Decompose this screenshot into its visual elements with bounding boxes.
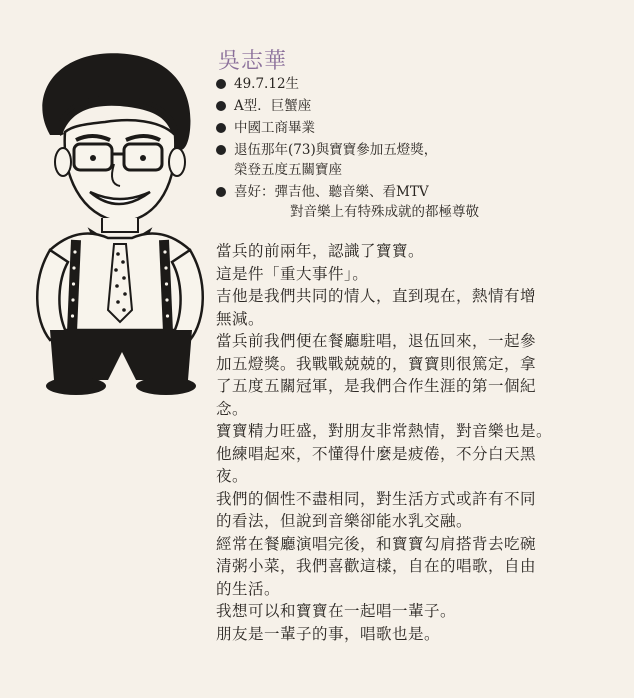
story-line: 念。	[216, 399, 249, 418]
bullet-icon	[216, 145, 226, 155]
profile-birthdate: 49.7.12生	[234, 76, 300, 92]
profile-item	[216, 140, 616, 180]
story-line: 這是件「重大事件」。	[216, 264, 369, 283]
story-line: 朋友是一輩子的事，唱歌也是。	[216, 624, 441, 643]
story-line: 當兵的前兩年，認識了寶寶。	[216, 242, 425, 260]
story-line: 當兵前我們便在餐廳駐唱，退伍回來，一起參	[216, 332, 537, 350]
profile-item	[216, 96, 616, 116]
profile-item	[216, 74, 616, 94]
story-line: 寶寶精力旺盛，對朋友非常熱情，對音樂也是。	[216, 422, 553, 440]
story-line: 經常在餐廳演唱完後，和寶寶勾肩搭背去吃碗	[216, 534, 537, 553]
profile-item	[216, 182, 616, 222]
story-line: 吉他是我們共同的情人，直到現在，熱情有增	[216, 287, 537, 305]
profile-blood-zodiac: A型．巨蟹座	[234, 98, 312, 114]
profile-award-detail: 榮登五度五關寶座	[234, 162, 342, 178]
story-line: 的看法，但說到音樂卻能水乳交融。	[216, 512, 473, 530]
profile-list	[216, 74, 616, 224]
profile-award: 退伍那年(73)與寶寶參加五燈獎，	[234, 142, 438, 158]
person-name: 吳志華	[218, 49, 288, 74]
story-line: 夜。	[216, 467, 249, 485]
story-line: 我們的個性不盡相同，對生活方式或許有不同	[216, 489, 537, 508]
bullet-icon	[216, 101, 226, 111]
bullet-icon	[216, 123, 226, 133]
story-line: 無減。	[216, 309, 265, 328]
profile-hobbies: 喜好：彈吉他、聽音樂、看MTV	[234, 184, 429, 200]
story-line: 了五度五關冠軍，是我們合作生涯的第一個紀	[216, 377, 537, 395]
story-text	[216, 240, 622, 645]
story-line: 他練唱起來，不懂得什麼是疲倦，不分白天黑	[216, 444, 537, 463]
bullet-icon	[216, 79, 226, 89]
story-line: 清粥小菜，我們喜歡這樣，自在的唱歌，自由	[216, 557, 537, 575]
story-line: 加五燈獎。我戰戰兢兢的，寶寶則很篤定，拿	[216, 354, 537, 373]
caricature-illustration	[10, 40, 220, 400]
profile-hobbies-detail: 對音樂上有特殊成就的都極尊敬	[290, 204, 479, 220]
story-line: 我想可以和寶寶在一起唱一輩子。	[216, 602, 457, 620]
story-line: 的生活。	[216, 579, 281, 598]
bullet-icon	[216, 187, 226, 197]
profile-item	[216, 118, 616, 138]
profile-education: 中國工商畢業	[234, 120, 315, 136]
